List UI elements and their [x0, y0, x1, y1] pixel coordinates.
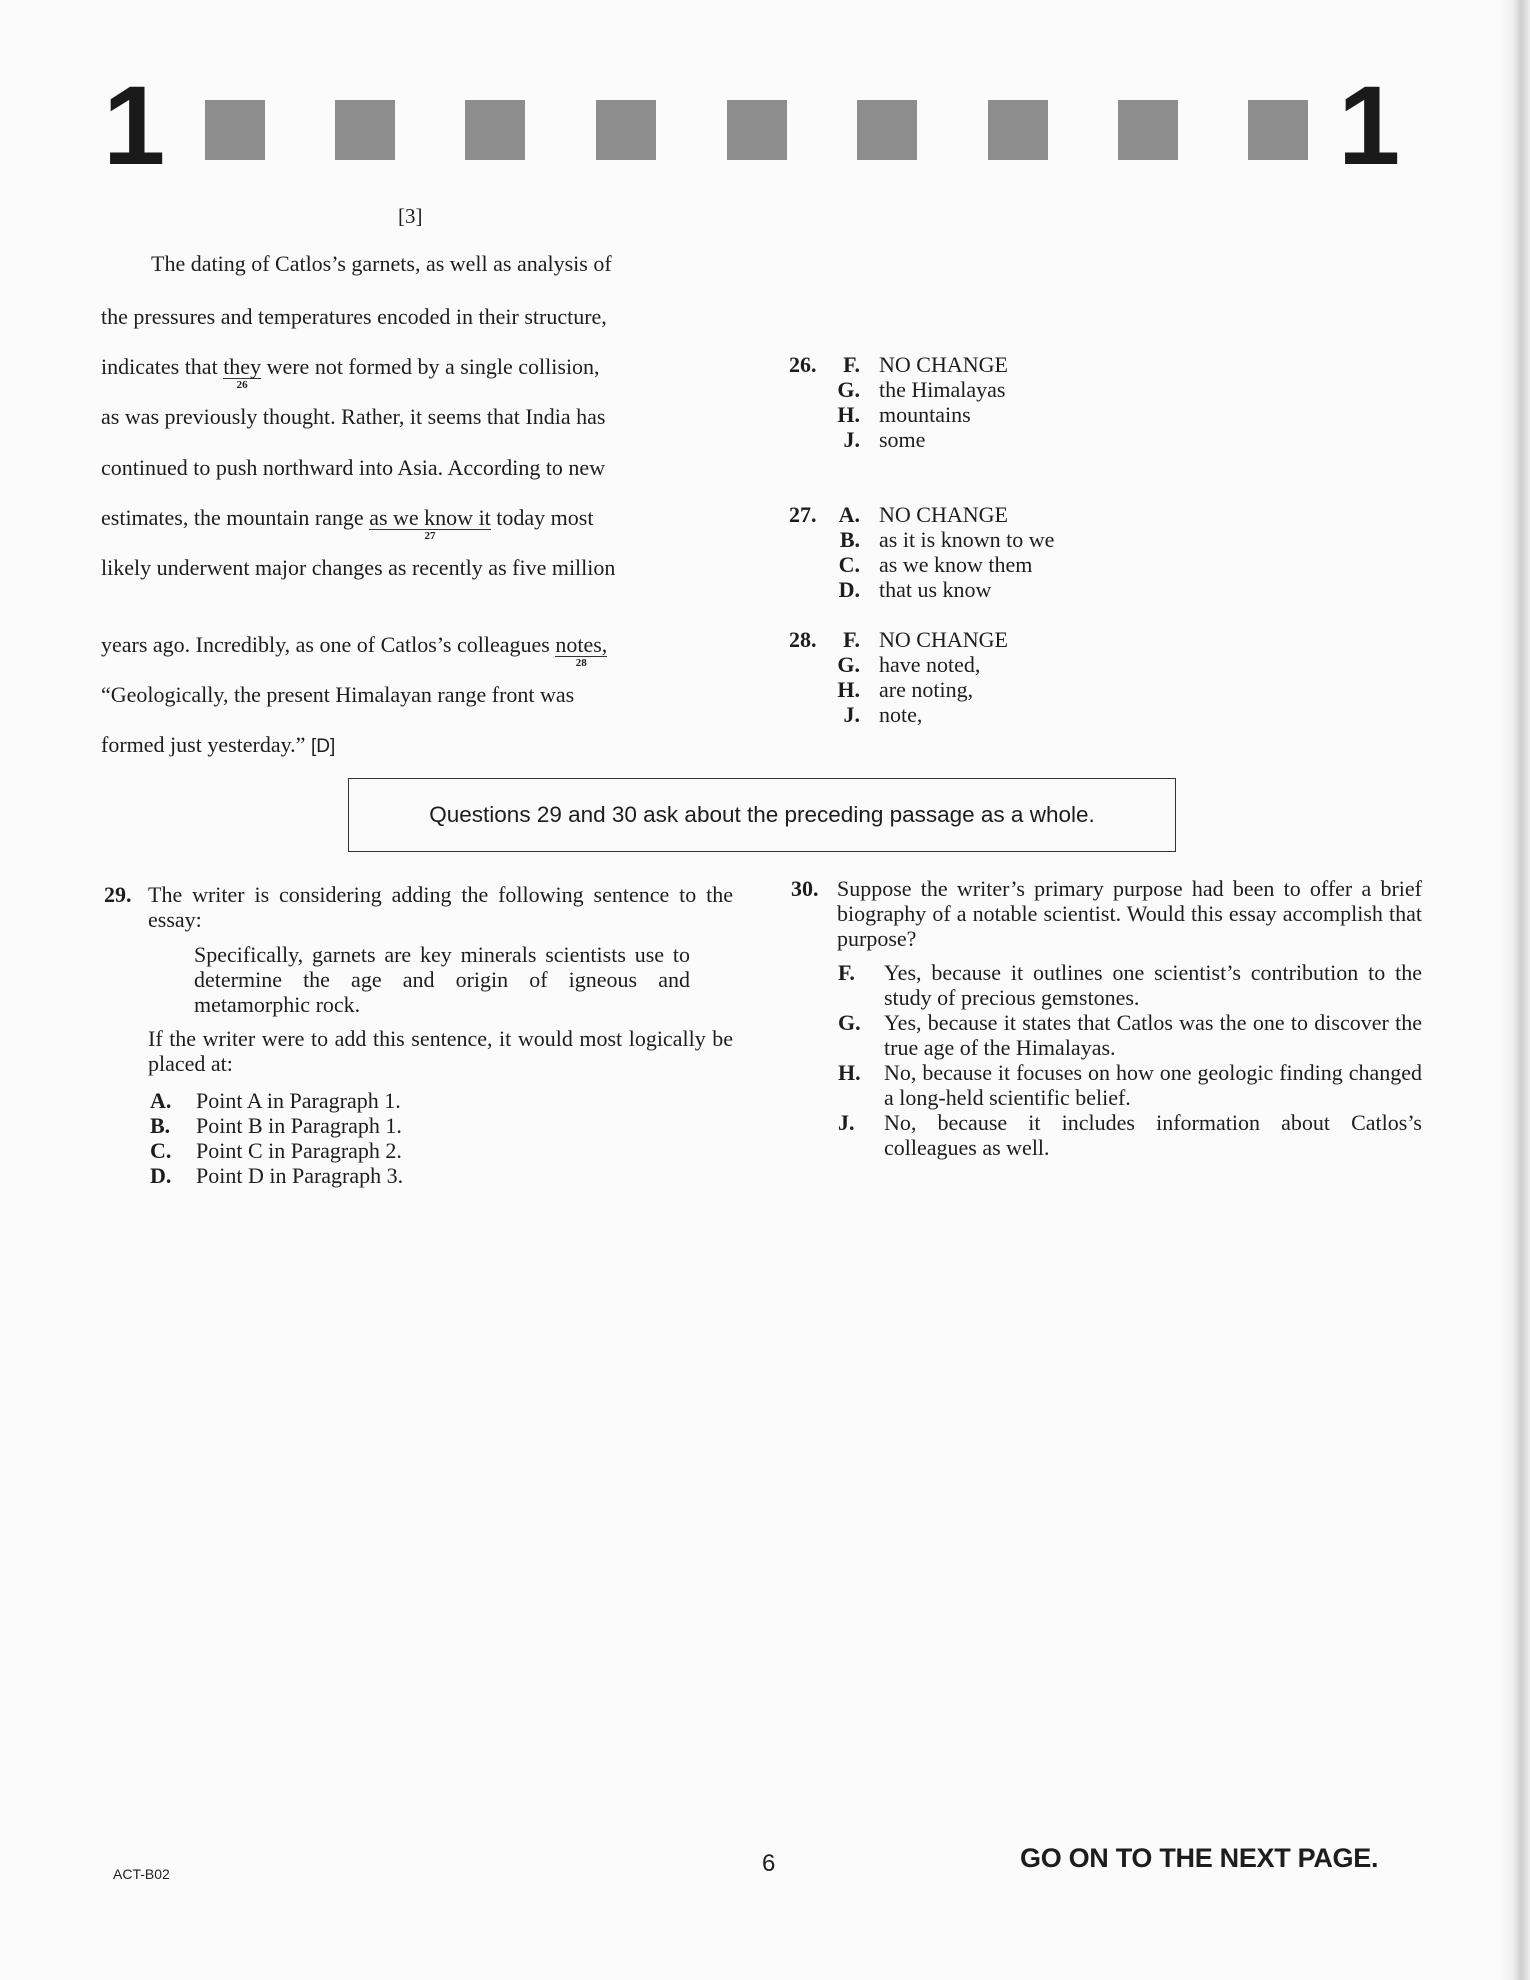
header-square	[465, 100, 525, 160]
answer-option[interactable]: J. note,	[843, 702, 923, 727]
question-30-stem: Suppose the writer’s primary purpose had been to offer a brief biography of a notable scientist. Would this essay accomplish that purpose?	[837, 876, 1422, 951]
answer-option[interactable]: B. Point B in Paragraph 1.	[150, 1113, 402, 1138]
question-ref-26: 26	[236, 379, 248, 392]
header-square	[1118, 100, 1178, 160]
paragraph-number: [3]	[398, 204, 423, 228]
section-number-left: 1	[103, 63, 166, 188]
header-square	[988, 100, 1048, 160]
answer-option[interactable]: F. Yes, because it outlines one scientist’s contribution to the study of precious gemstones.	[838, 960, 1422, 1010]
passage-line: The dating of Catlos’s garnets, as well as analysis of	[151, 251, 612, 276]
question-29-prompt: If the writer were to add this sentence, it would most logically be placed at:	[148, 1026, 733, 1076]
answer-option[interactable]: A. NO CHANGE	[838, 502, 1008, 527]
underlined-portion-28: notes, 28	[555, 632, 608, 670]
question-ref-27: 27	[424, 530, 436, 543]
passage-line: indicates that they 26 were not formed by a single collision,	[101, 354, 600, 392]
answer-option[interactable]: F. NO CHANGE	[843, 627, 1008, 652]
answer-option[interactable]: G. Yes, because it states that Catlos was the one to discover the true age of the Himalayas.	[838, 1010, 1422, 1060]
question-30-number: 30.	[791, 876, 819, 901]
passage-line: likely underwent major changes as recently as five million	[101, 555, 616, 580]
section-number-right: 1	[1338, 63, 1401, 188]
answer-option[interactable]: J. some	[843, 427, 926, 452]
form-code: ACT-B02	[113, 1866, 170, 1882]
question-29-stem: The writer is considering adding the following sentence to the essay:	[148, 882, 733, 932]
header-square	[1248, 100, 1308, 160]
page-edge-shadow	[1500, 0, 1530, 1980]
answer-option[interactable]: H. No, because it focuses on how one geologic finding changed a long-held scientific belief.	[838, 1060, 1422, 1110]
passage-line: years ago. Incredibly, as one of Catlos’s colleagues notes, 28	[101, 632, 608, 670]
answer-option[interactable]: F. NO CHANGE	[843, 352, 1008, 377]
header-square	[335, 100, 395, 160]
question-29-quote: Specifically, garnets are key minerals scientists use to determine the age and origin of igneous and metamorphic rock.	[194, 942, 690, 1017]
passage-line: the pressures and temperatures encoded in their structure,	[101, 304, 607, 329]
page-number: 6	[762, 1850, 776, 1877]
passage-line: estimates, the mountain range as we know it 27 today most	[101, 505, 594, 543]
answer-option[interactable]: C. as we know them	[838, 552, 1033, 577]
header-square	[596, 100, 656, 160]
header-square	[727, 100, 787, 160]
answer-option[interactable]: B. as it is known to we	[839, 527, 1055, 552]
underlined-portion-27: as we know it 27	[369, 505, 491, 543]
answer-option[interactable]: H. mountains	[837, 402, 971, 427]
passage-line: continued to push northward into Asia. According to new	[101, 455, 606, 480]
point-marker: [D]	[310, 736, 336, 757]
answer-option[interactable]: G. the Himalayas	[837, 377, 1006, 402]
question-28	[789, 627, 1109, 727]
question-ref-28: 28	[575, 657, 587, 670]
answer-option[interactable]: H. are noting,	[837, 677, 974, 702]
answer-option[interactable]: G. have noted,	[837, 652, 981, 677]
passage-line: formed just yesterday.” [D]	[101, 732, 336, 757]
question-29-number: 29.	[104, 882, 132, 907]
passage-line: “Geologically, the present Himalayan range front was	[101, 682, 575, 707]
question-number: 28.	[789, 627, 817, 652]
question-number: 27.	[789, 502, 817, 527]
answer-option[interactable]: D. that us know	[838, 577, 992, 602]
instructions-banner: Questions 29 and 30 ask about the preceding passage as a whole.	[348, 778, 1176, 852]
passage-line: as was previously thought. Rather, it seems that India has	[101, 404, 606, 429]
question-number: 26.	[789, 352, 817, 377]
underlined-portion-26: they 26	[223, 354, 262, 392]
answer-option[interactable]: A. Point A in Paragraph 1.	[150, 1088, 401, 1113]
go-on-instruction: GO ON TO THE NEXT PAGE.	[1020, 1843, 1379, 1873]
header-square	[205, 100, 265, 160]
question-26	[789, 352, 1109, 452]
answer-option[interactable]: C. Point C in Paragraph 2.	[150, 1138, 402, 1163]
header-square	[857, 100, 917, 160]
question-27	[789, 502, 1129, 602]
answer-option[interactable]: J. No, because it includes information about Catlos’s colleagues as well.	[838, 1110, 1422, 1160]
answer-option[interactable]: D. Point D in Paragraph 3.	[150, 1163, 404, 1188]
